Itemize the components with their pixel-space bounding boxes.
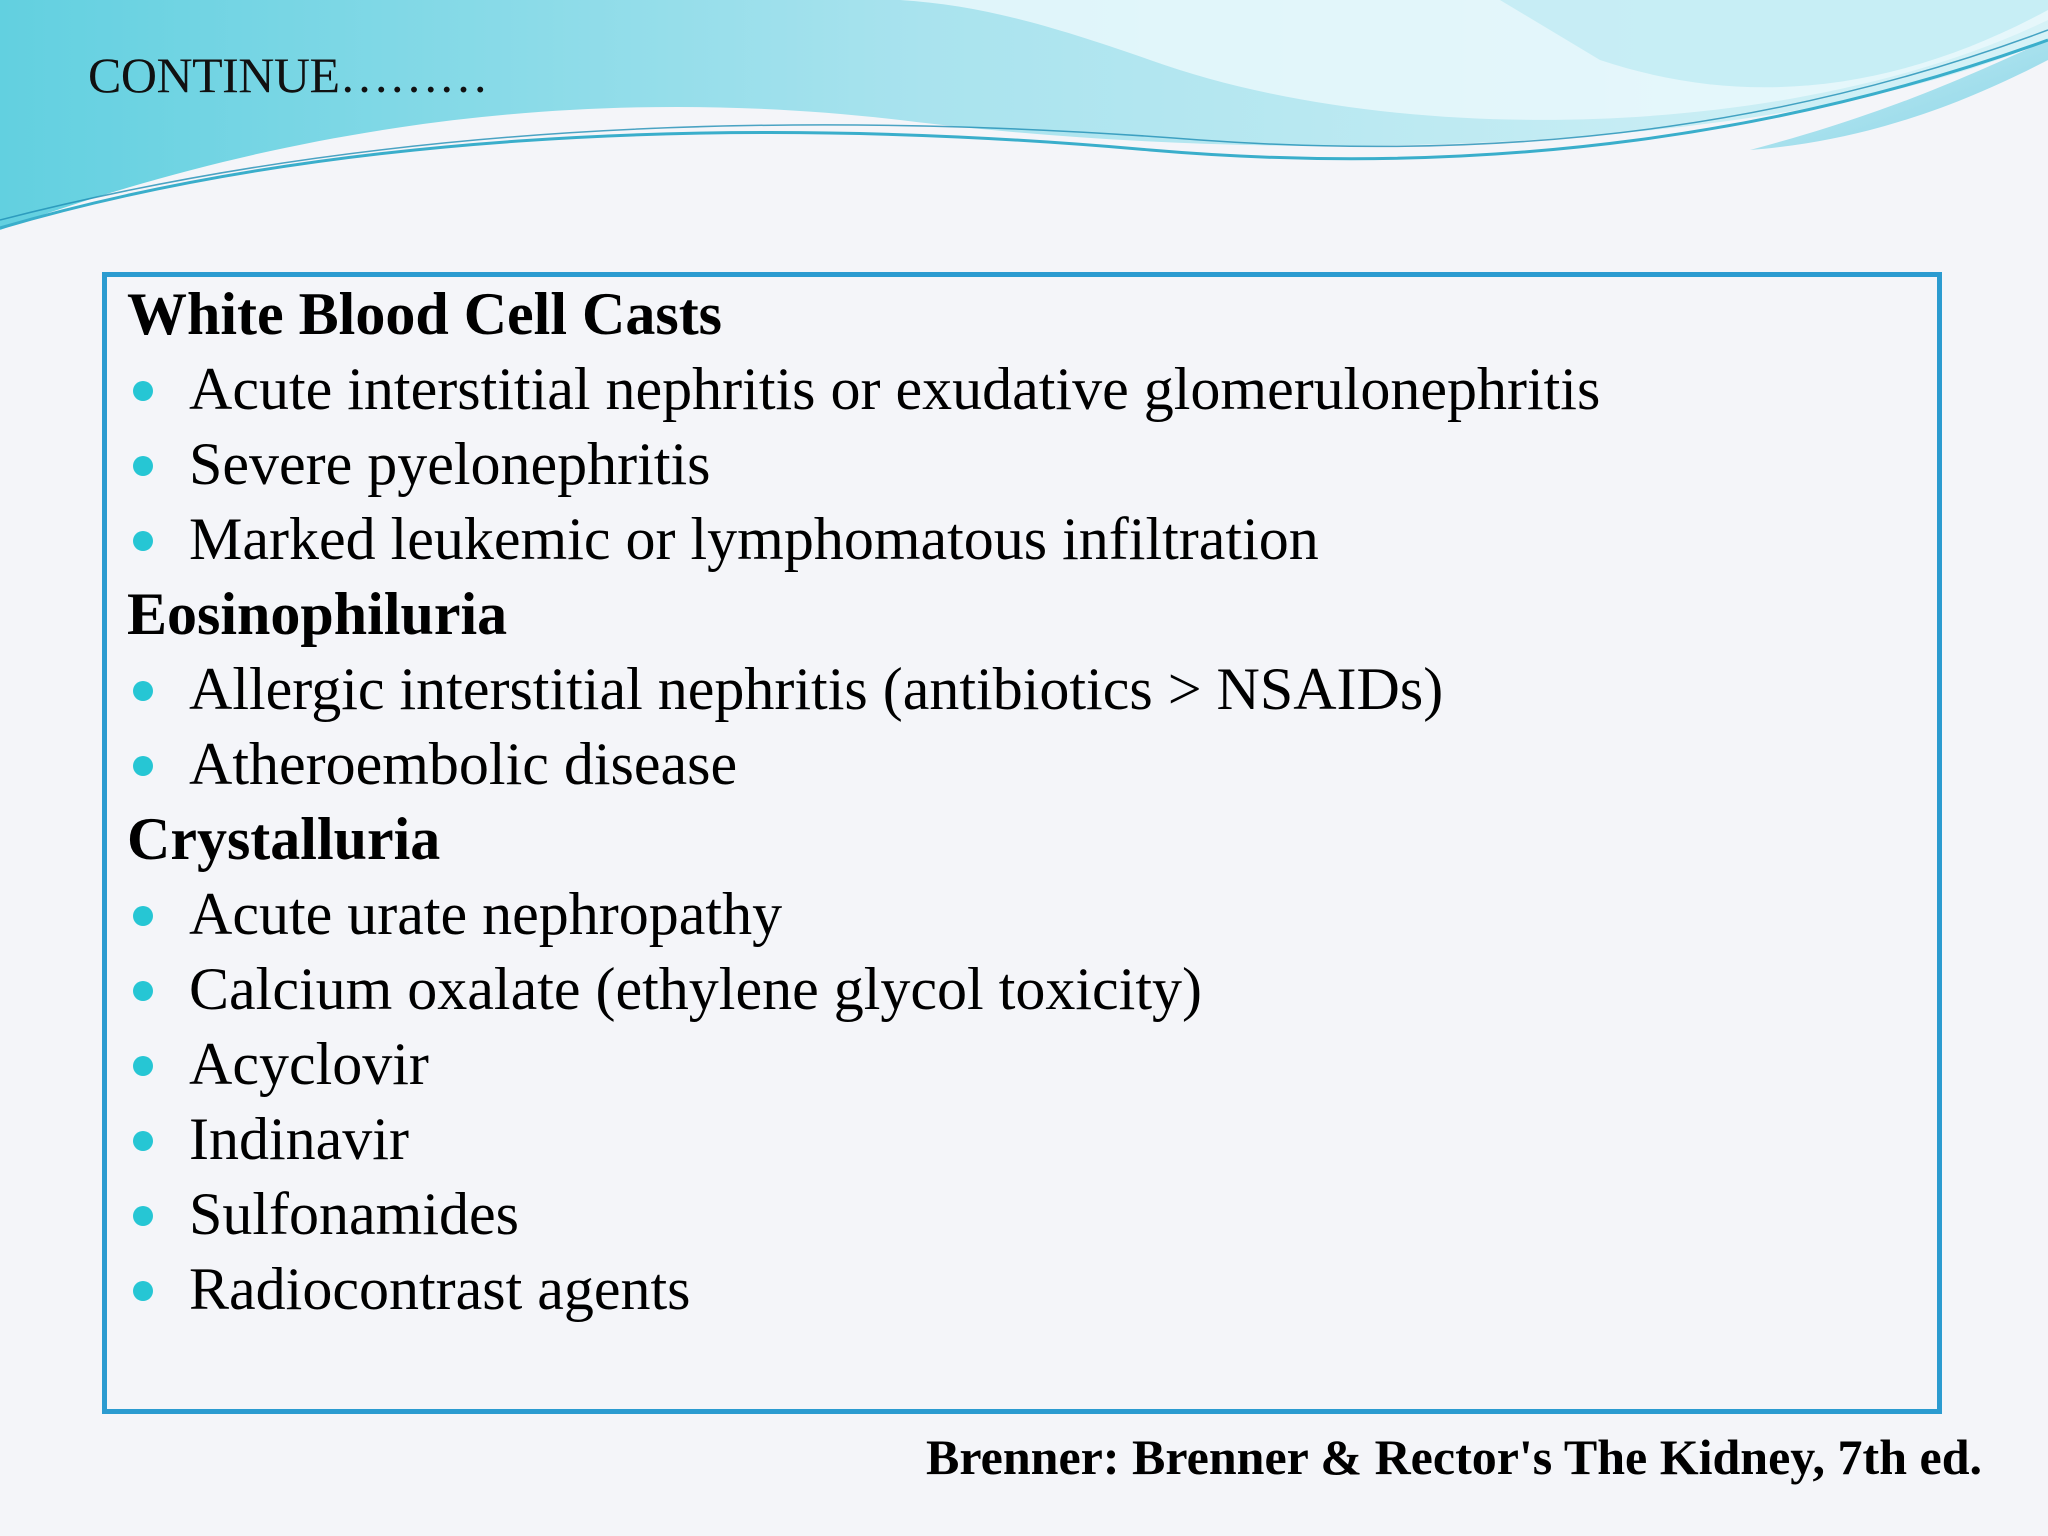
bullet-icon [133, 1206, 153, 1226]
list-item [127, 427, 1937, 502]
bullet-icon [133, 1056, 153, 1076]
list-item-text: Sulfonamides [189, 1181, 519, 1247]
list-item-text: Allergic interstitial nephritis (antibiotics > NSAIDs) [189, 656, 1444, 722]
bullet-icon [133, 456, 153, 476]
list-item [127, 652, 1937, 727]
bullet-icon [133, 981, 153, 1001]
list-item-text: Calcium oxalate (ethylene glycol toxicity) [189, 956, 1202, 1022]
bullet-icon [133, 381, 153, 401]
list-item [127, 1252, 1937, 1327]
section-crystalluria [127, 802, 1937, 1327]
list-item-text: Indinavir [189, 1106, 409, 1172]
list-item-text: Atheroembolic disease [189, 731, 738, 797]
list-item [127, 352, 1937, 427]
list-item [127, 502, 1937, 577]
list-item [127, 877, 1937, 952]
list-item [127, 952, 1937, 1027]
content-box [102, 272, 1942, 1414]
section-eosinophiluria [127, 577, 1937, 802]
list-item-text: Acyclovir [189, 1031, 429, 1097]
list-item-text: Severe pyelonephritis [189, 431, 711, 497]
bullet-list [127, 877, 1937, 1327]
list-item-text: Marked leukemic or lymphomatous infiltration [189, 506, 1319, 572]
list-item [127, 1027, 1937, 1102]
section-heading: White Blood Cell Casts [127, 281, 723, 347]
list-item-text: Acute urate nephropathy [189, 881, 783, 947]
bullet-icon [133, 906, 153, 926]
citation: Brenner: Brenner & Rector's The Kidney, 7th ed. [926, 1429, 1982, 1485]
bullet-icon [133, 1131, 153, 1151]
bullet-icon [133, 756, 153, 776]
header-wave-decoration [0, 0, 2048, 240]
list-item [127, 727, 1937, 802]
bullet-icon [133, 531, 153, 551]
section-heading: Eosinophiluria [127, 581, 508, 647]
list-item [127, 1177, 1937, 1252]
section-heading: Crystalluria [127, 806, 441, 872]
bullet-list [127, 352, 1937, 577]
list-item-text: Radiocontrast agents [189, 1256, 691, 1322]
slide-title: CONTINUE……… [88, 47, 489, 103]
list-item [127, 1102, 1937, 1177]
bullet-icon [133, 681, 153, 701]
list-item-text: Acute interstitial nephritis or exudative glomerulonephritis [189, 356, 1601, 422]
bullet-icon [133, 1281, 153, 1301]
section-wbc-casts [127, 277, 1937, 577]
bullet-list [127, 652, 1937, 802]
